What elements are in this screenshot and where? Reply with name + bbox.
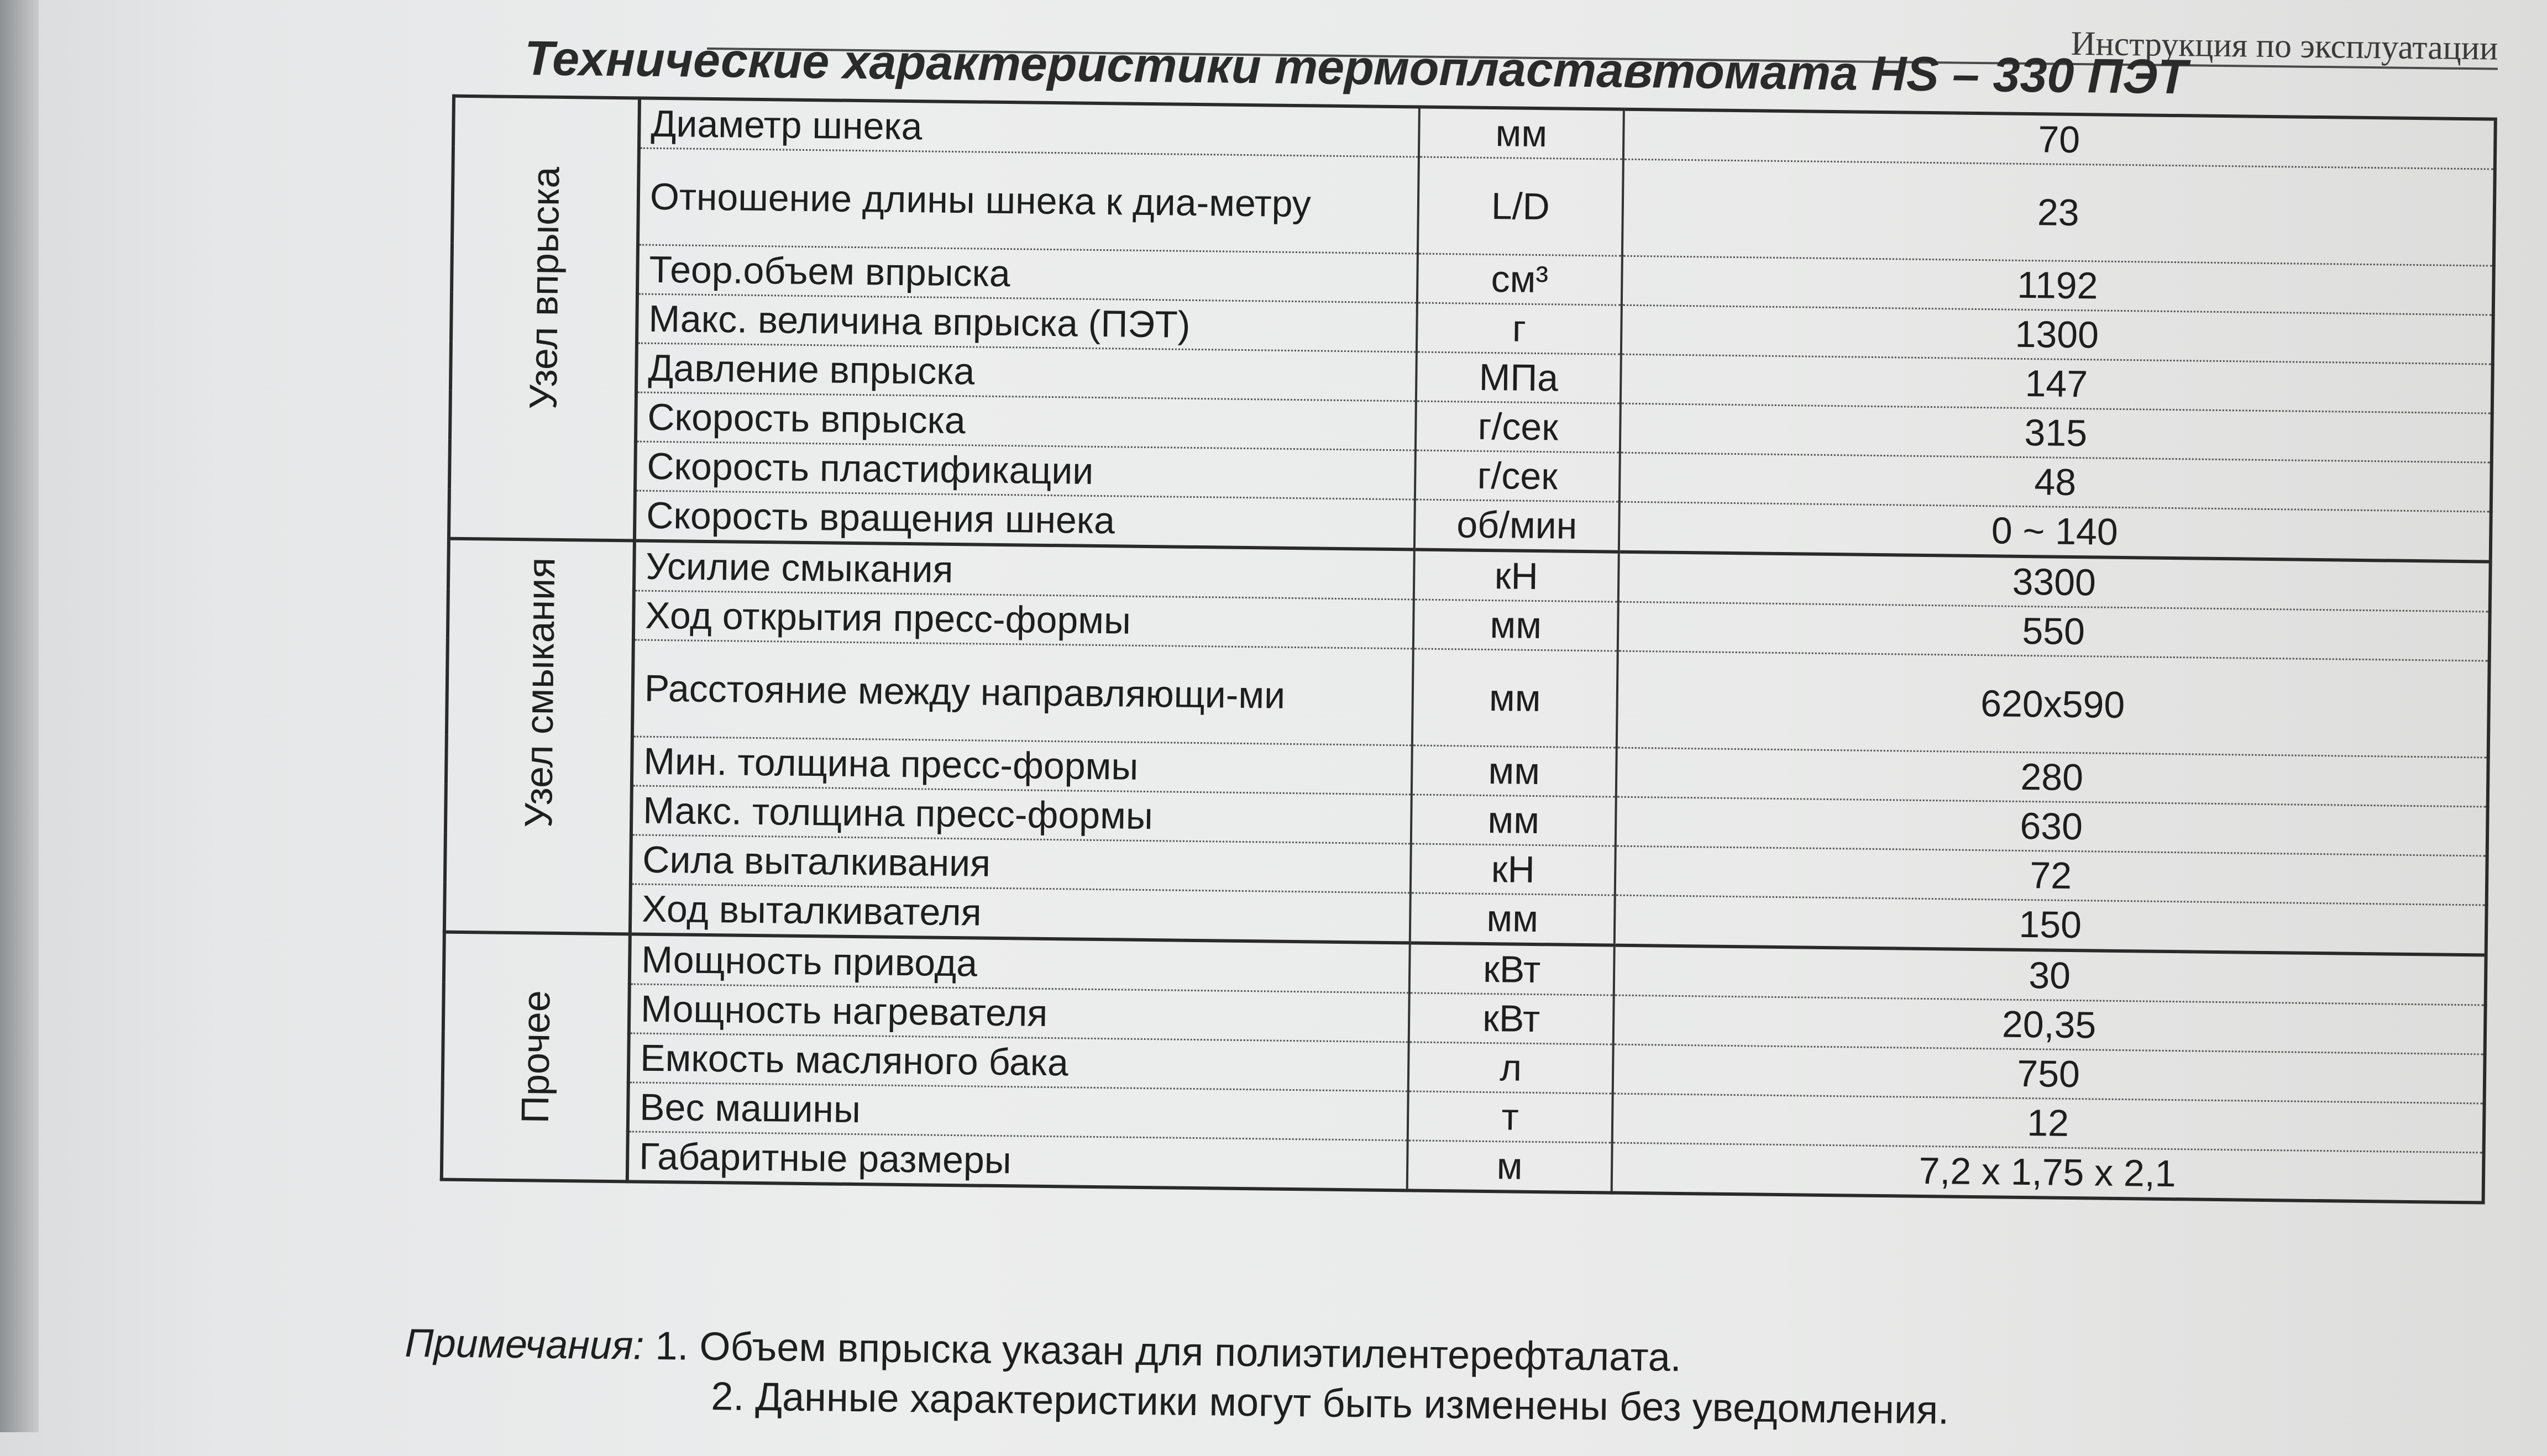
unit-cell: мм — [1410, 893, 1615, 945]
unit-cell: кВт — [1409, 943, 1615, 995]
value-cell: 147 — [1621, 354, 2493, 413]
unit-cell: см³ — [1417, 254, 1622, 305]
notes-label: Примечания: — [404, 1321, 644, 1368]
binding-edge — [0, 0, 39, 1432]
running-header: Инструкция по эксплуатации — [2071, 24, 2498, 67]
param-cell: Диаметр шнека — [639, 98, 1419, 157]
unit-cell: об/мин — [1414, 500, 1620, 552]
value-cell: 0 ~ 140 — [1619, 502, 2491, 561]
unit-cell: кВт — [1409, 993, 1614, 1044]
unit-cell: L/D — [1418, 157, 1623, 256]
value-cell: 1300 — [1621, 305, 2493, 364]
param-cell: Давление впрыска — [636, 343, 1417, 401]
spec-table — [440, 94, 2497, 1205]
unit-cell: кН — [1414, 549, 1619, 602]
value-cell: 20,35 — [1613, 995, 2486, 1054]
param-cell: Теор.объем впрыска — [637, 245, 1418, 303]
param-cell: Габаритные размеры — [627, 1132, 1408, 1191]
param-cell: Расстояние между направляющи-ми — [632, 640, 1413, 745]
unit-cell: т — [1408, 1091, 1613, 1143]
unit-cell: г/сек — [1415, 450, 1620, 502]
param-cell: Ход выталкивателя — [630, 884, 1411, 943]
unit-cell: г/сек — [1416, 401, 1621, 453]
unit-cell: мм — [1412, 649, 1618, 748]
param-cell: Макс. толщина пресс-формы — [631, 786, 1412, 844]
value-cell: 23 — [1622, 159, 2495, 266]
value-cell: 3300 — [1618, 552, 2491, 612]
unit-cell: мм — [1419, 107, 1624, 160]
group-label: Прочее — [513, 990, 558, 1124]
unit-cell: мм — [1412, 745, 1617, 797]
param-cell: Макс. величина впрыска (ПЭТ) — [637, 294, 1417, 352]
value-cell: 550 — [1618, 602, 2490, 661]
param-cell: Мощность привода — [630, 934, 1410, 993]
document-page — [404, 0, 2498, 1455]
note-item: 1. Объем впрыска указан для полиэтилентерефталата. — [655, 1323, 1682, 1380]
group-label: Узел смыкания — [516, 557, 563, 828]
param-cell: Сила выталкивания — [631, 835, 1411, 893]
unit-cell: кН — [1411, 844, 1616, 895]
value-cell: 280 — [1616, 748, 2488, 807]
value-cell: 1192 — [1622, 256, 2494, 315]
group-label-cell — [444, 539, 635, 934]
note-item: 2. Данные характеристики могут быть изменены без уведомления. — [710, 1374, 1949, 1433]
param-cell: Мощность нагревателя — [629, 984, 1409, 1042]
param-cell: Отношение длины шнека к диа-метру — [638, 148, 1419, 254]
value-cell: 70 — [1623, 109, 2496, 169]
param-cell: Мин. толщина пресс-формы — [632, 737, 1412, 795]
param-cell: Скорость пластификации — [635, 441, 1416, 500]
footnotes — [404, 1321, 1950, 1433]
unit-cell: г — [1417, 303, 1622, 354]
param-cell: Скорость вращения шнека — [635, 491, 1415, 550]
unit-cell: м — [1407, 1140, 1612, 1193]
value-cell: 72 — [1615, 846, 2487, 905]
param-cell: Скорость впрыска — [636, 392, 1416, 450]
value-cell: 7,2 х 1,75 х 2,1 — [1612, 1143, 2484, 1202]
unit-cell: мм — [1413, 600, 1618, 651]
param-cell: Вес машины — [628, 1082, 1408, 1140]
value-cell: 630 — [1616, 797, 2488, 856]
unit-cell: мм — [1411, 795, 1616, 846]
group-label-cell — [442, 932, 630, 1182]
group-label: Узел впрыска — [521, 166, 568, 410]
param-cell: Ход открытия пресс-формы — [633, 591, 1414, 649]
value-cell: 750 — [1613, 1044, 2485, 1103]
value-cell: 620x590 — [1617, 651, 2490, 758]
value-cell: 315 — [1620, 403, 2492, 462]
param-cell: Емкость масляного бака — [628, 1033, 1409, 1091]
value-cell: 30 — [1614, 945, 2486, 1005]
unit-cell: МПа — [1416, 352, 1621, 403]
value-cell: 48 — [1620, 453, 2492, 512]
value-cell: 12 — [1612, 1094, 2485, 1153]
group-label-cell — [449, 96, 640, 541]
page-title: Технические характеристики термопластавтомата HS – 330 ПЭТ — [524, 30, 2188, 104]
param-cell: Усилие смыкания — [634, 540, 1414, 600]
value-cell: 150 — [1615, 895, 2487, 955]
unit-cell: л — [1408, 1042, 1613, 1094]
